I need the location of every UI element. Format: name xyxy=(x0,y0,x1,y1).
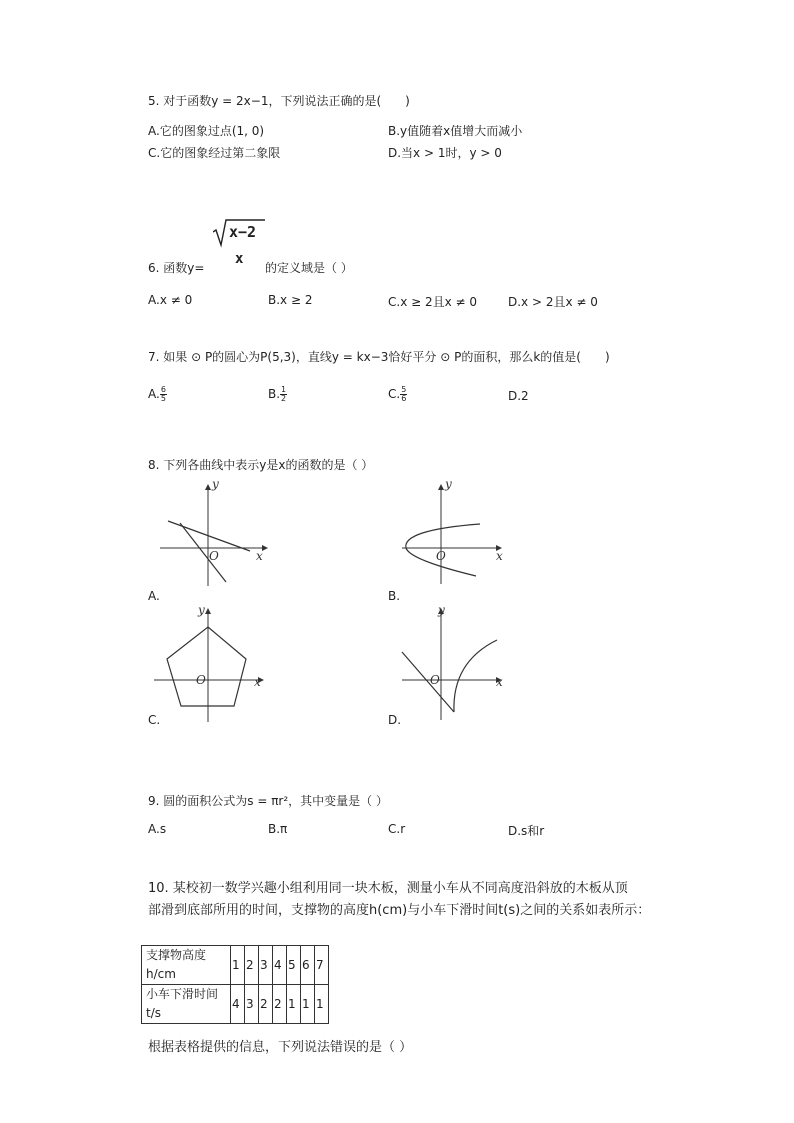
table-cell: 2 xyxy=(259,985,273,1024)
y-axis-label: y xyxy=(198,603,205,617)
q6-option-b[interactable]: B.x ≥ 2 xyxy=(268,293,313,307)
q10-stem-line2: 部滑到底部所用的时间，支撑物的高度h(cm)与小车下滑时间t(s)之间的关系如表所示： xyxy=(148,903,651,918)
origin-label: O xyxy=(436,549,446,563)
radical-expression xyxy=(213,218,265,266)
table-cell: 1 xyxy=(315,985,329,1024)
table-row-header: 小车下滑时间t/s xyxy=(142,985,231,1024)
origin-label: O xyxy=(430,673,440,687)
fraction: $\frac{1}{2}$ xyxy=(281,385,287,403)
q6-stem-prefix: 6. 函数y= xyxy=(148,261,205,275)
table-cell: 5 xyxy=(287,946,301,985)
y-axis-label: y xyxy=(445,478,452,491)
table-cell: 4 xyxy=(273,946,287,985)
graph-c-label: C. xyxy=(148,713,161,727)
radical-denominator: x xyxy=(235,251,244,267)
x-axis-label: x xyxy=(256,549,263,563)
radical-numerator: x−2 xyxy=(229,223,257,241)
y-axis-label: y xyxy=(438,603,445,617)
q10-stem-line1: 10. 某校初一数学兴趣小组利用同一块木板，测量小车从不同高度沿斜放的木板从顶 xyxy=(148,881,628,896)
table-cell: 3 xyxy=(245,985,259,1024)
table-cell: 3 xyxy=(259,946,273,985)
table-cell: 1 xyxy=(287,985,301,1024)
q10-follow-up: 根据表格提供的信息，下列说法错误的是（ ） xyxy=(148,1040,413,1055)
table-cell: 2 xyxy=(273,985,287,1024)
q8-stem: 8. 下列各曲线中表示y是x的函数的是（ ） xyxy=(148,458,374,472)
graph-d-label: D. xyxy=(388,713,402,727)
y-axis-label: y xyxy=(212,478,219,491)
q5-stem: 5. 对于函数y = 2x−1，下列说法正确的是( ) xyxy=(148,94,410,108)
graph-a[interactable] xyxy=(150,478,280,588)
data-table xyxy=(141,945,329,1024)
q7-option-d[interactable]: D.2 xyxy=(508,389,529,403)
q7-option-c[interactable] xyxy=(388,386,407,403)
fraction: $\frac{5}{6}$ xyxy=(401,385,407,403)
q7-b-prefix: B. xyxy=(268,387,281,401)
q6-option-d[interactable]: D.x > 2且x ≠ 0 xyxy=(508,295,598,309)
table-cell: 2 xyxy=(245,946,259,985)
q9-option-c[interactable]: C.r xyxy=(388,822,406,836)
graph-a-label: A. xyxy=(148,589,160,603)
q9-stem: 9. 圆的面积公式为s = πr²，其中变量是（ ） xyxy=(148,794,388,808)
q5-option-d[interactable]: D.当x > 1时，y > 0 xyxy=(388,146,502,160)
table-row-header: 支撑物高度h/cm xyxy=(142,946,231,985)
q6-option-c[interactable]: C.x ≥ 2且x ≠ 0 xyxy=(388,295,478,309)
origin-label: O xyxy=(196,673,206,687)
graph-d[interactable] xyxy=(392,600,522,725)
fraction: $\frac{6}{5}$ xyxy=(160,385,166,403)
table-cell: 1 xyxy=(301,985,315,1024)
graph-c[interactable] xyxy=(150,600,280,725)
x-axis-label: x xyxy=(496,549,503,563)
table-row xyxy=(142,985,329,1024)
q6-stem-suffix: 的定义域是（ ） xyxy=(265,261,353,275)
q9-option-b[interactable]: B.π xyxy=(268,822,288,836)
q9-option-a[interactable]: A.s xyxy=(148,822,167,836)
table-cell: 1 xyxy=(231,946,245,985)
x-axis-label: x xyxy=(254,675,261,689)
table-cell: 4 xyxy=(231,985,245,1024)
q7-option-b[interactable] xyxy=(268,386,287,403)
q9-option-d[interactable]: D.s和r xyxy=(508,824,545,838)
q5-option-c[interactable]: C.它的图象经过第二象限 xyxy=(148,146,281,160)
q7-stem: 7. 如果 ⊙ P的圆心为P(5,3)，直线y = kx−3恰好平分 ⊙ P的面积，那么k的值是( ) xyxy=(148,350,610,364)
table-row xyxy=(142,946,329,985)
origin-label: O xyxy=(209,549,219,563)
table-cell: 7 xyxy=(315,946,329,985)
x-axis-label: x xyxy=(496,675,503,689)
q6-option-a[interactable]: A.x ≠ 0 xyxy=(148,293,193,307)
q7-a-prefix: A. xyxy=(148,387,160,401)
table-cell: 6 xyxy=(301,946,315,985)
graph-b-label: B. xyxy=(388,589,401,603)
graph-b[interactable] xyxy=(392,478,522,588)
q5-option-b[interactable]: B.y值随着x值增大而减小 xyxy=(388,124,523,138)
q5-option-a[interactable]: A.它的图象过点(1, 0) xyxy=(148,124,265,138)
q7-option-a[interactable] xyxy=(148,386,167,403)
q7-c-prefix: C. xyxy=(388,387,401,401)
